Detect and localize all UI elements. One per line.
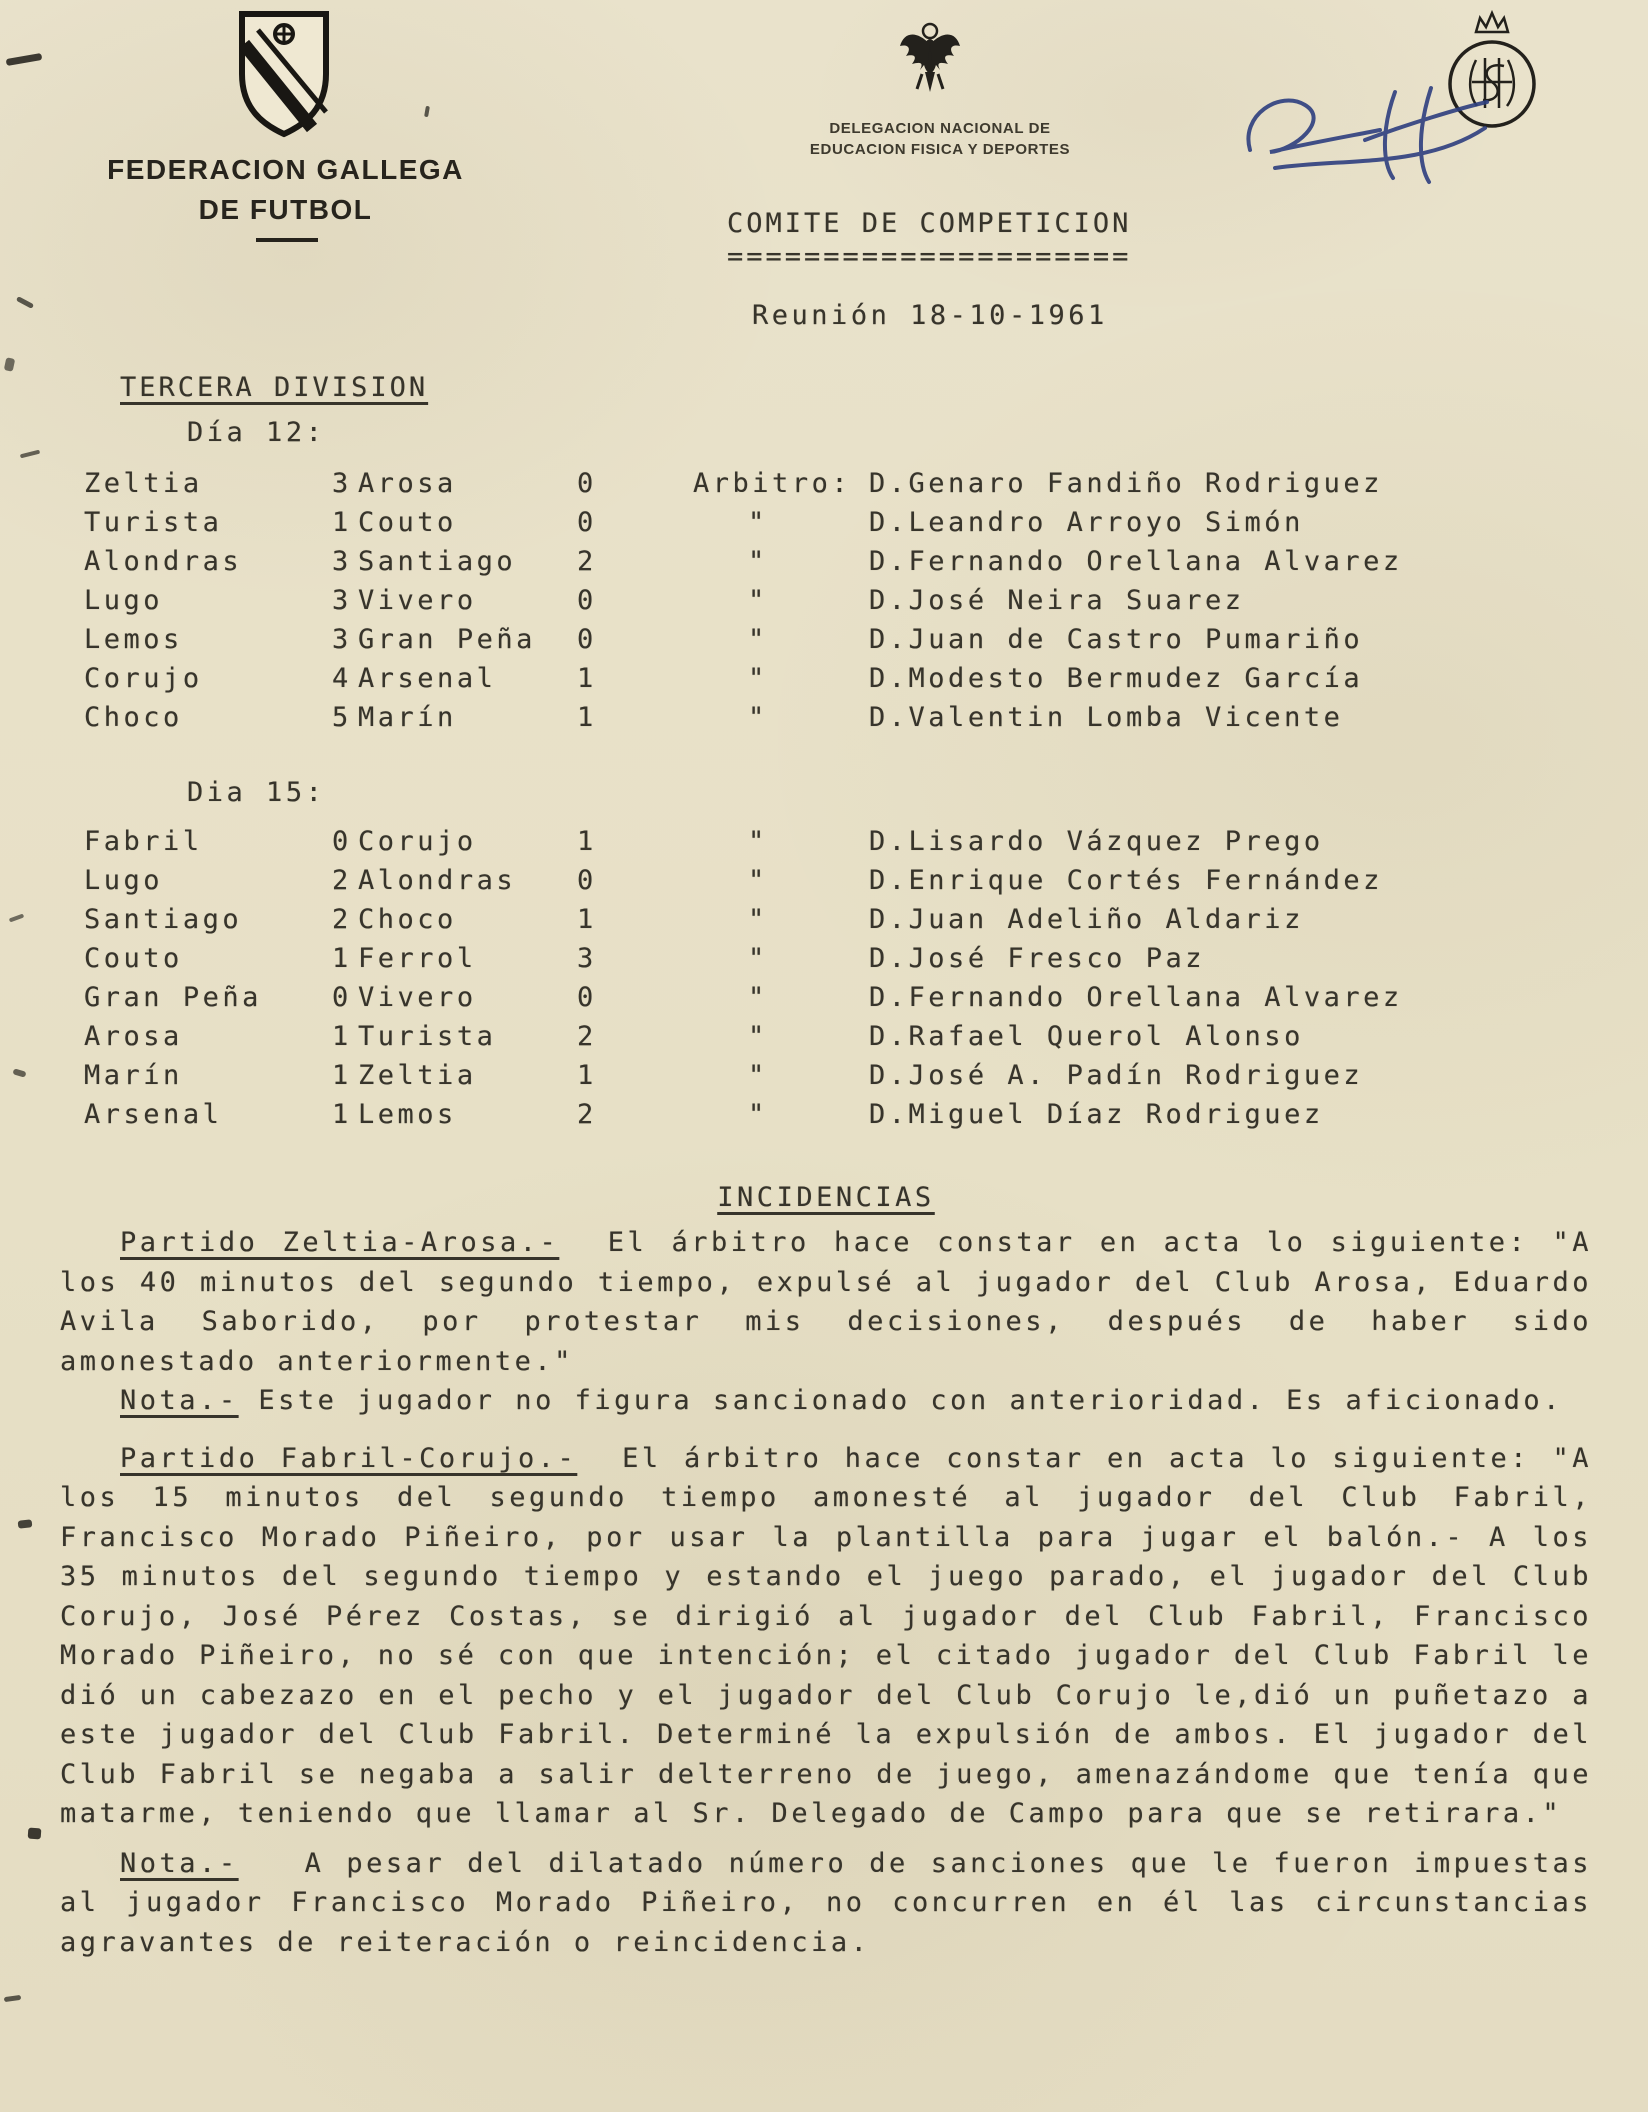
- match-row: [60, 826, 1592, 865]
- home-score: 1: [332, 1021, 352, 1052]
- day12-label: Día 12:: [187, 417, 326, 448]
- incident-lead: Nota.-: [120, 1847, 239, 1879]
- home-score: 1: [332, 943, 352, 974]
- delegation-text: [770, 118, 1110, 160]
- incident-paragraphs: [60, 1223, 1612, 1962]
- incident-lead: Partido Fabril-Corujo.-: [120, 1442, 578, 1474]
- home-score: 5: [332, 702, 352, 733]
- referee-name: D.Leandro Arroyo Simón: [869, 507, 1304, 538]
- home-team: Lugo: [84, 585, 164, 616]
- away-score: 2: [577, 1021, 597, 1052]
- home-team: Corujo: [84, 663, 203, 694]
- home-team: Lugo: [84, 865, 164, 896]
- delegation-line1: DELEGACION NACIONAL DE: [829, 120, 1051, 137]
- away-score: 0: [577, 468, 597, 499]
- scan-artifact: [424, 106, 430, 118]
- incident-paragraph: [60, 1381, 1592, 1421]
- away-team: Ferrol: [358, 943, 477, 974]
- away-score: 1: [577, 702, 597, 733]
- away-team: Vivero: [358, 585, 477, 616]
- home-score: 2: [332, 904, 352, 935]
- home-score: 0: [332, 982, 352, 1013]
- scan-artifact: [16, 296, 34, 309]
- ditto-mark: ": [748, 982, 768, 1013]
- day15-label: Dia 15:: [187, 777, 326, 808]
- home-team: Marín: [84, 1060, 183, 1091]
- ditto-mark: ": [748, 702, 768, 733]
- ditto-mark: ": [748, 943, 768, 974]
- federation-title-line2: DE FUTBOL: [198, 194, 373, 225]
- away-score: 0: [577, 507, 597, 538]
- away-team: Marín: [358, 702, 457, 733]
- match-row: [60, 624, 1592, 663]
- scan-artifact: [6, 53, 43, 66]
- away-team: Arsenal: [358, 663, 497, 694]
- incident-text: A pesar del dilatado número de sanciones que le fueron impuestas al jugador Francisco Morado Piñeiro, no concurren en él las circunstancias agravantes de reiteración o reincidencia.: [60, 1847, 1612, 1958]
- referee-name: D.Lisardo Vázquez Prego: [869, 826, 1324, 857]
- committee-header: [727, 208, 1187, 272]
- section-title-tercera-division: TERCERA DIVISION: [120, 372, 429, 403]
- referee-name: D.Valentin Lomba Vicente: [869, 702, 1344, 733]
- match-row: [60, 663, 1592, 702]
- handwritten-signature: [1235, 80, 1495, 205]
- match-row: [60, 468, 1592, 507]
- match-row: [60, 865, 1592, 904]
- meeting-date: Reunión 18-10-1961: [752, 300, 1108, 331]
- delegation-line2: EDUCACION FISICA Y DEPORTES: [809, 141, 1071, 158]
- away-score: 1: [577, 904, 597, 935]
- away-team: Alondras: [358, 865, 517, 896]
- away-team: Arosa: [358, 468, 457, 499]
- home-score: 4: [332, 663, 352, 694]
- match-row: [60, 943, 1592, 982]
- home-team: Choco: [84, 702, 183, 733]
- incident-text: El árbitro hace constar en acta lo siguiente: "A los 15 minutos del segundo tiempo amonesté al jugador del Club Fabril, Francisco Morado Piñeiro, por usar la plantilla para jugar el balón.- A los 35 minutos del segundo tiempo y estando el juego parado, el jugador del Club Corujo, José Pérez Costas, se dirigió al jugador del Club Fabril, Francisco Morado Piñeiro, no sé con que intención; el citado jugador del Club Fabril le dió un cabezazo en el pecho y el jugador del Club Corujo le,dió un puñetazo a este jugador del Club Fabril. Determiné la expulsión de ambos. El jugador del Club Fabril se negaba a salir delterreno de juego, amenazándome que tenía que matarme, teniendo que llamar al Sr. Delegado de Campo para que se retirara.": [60, 1442, 1612, 1829]
- away-team: Lemos: [358, 1099, 457, 1130]
- home-team: Fabril: [84, 826, 203, 857]
- home-score: 3: [332, 585, 352, 616]
- scan-artifact: [12, 1068, 26, 1077]
- ditto-mark: ": [748, 507, 768, 538]
- scan-artifact: [18, 1519, 33, 1528]
- incident-text: Este jugador no figura sancionado con anterioridad. Es aficionado.: [238, 1385, 1563, 1416]
- scan-artifact: [28, 1828, 42, 1840]
- match-row: [60, 1060, 1592, 1099]
- incident-paragraph: [60, 1844, 1612, 1963]
- scan-artifact: [4, 1995, 22, 2002]
- home-score: 3: [332, 546, 352, 577]
- away-score: 1: [577, 663, 597, 694]
- match-row: [60, 904, 1592, 943]
- ditto-mark: ": [748, 826, 768, 857]
- away-team: Vivero: [358, 982, 477, 1013]
- away-score: 3: [577, 943, 597, 974]
- referee-name: D.Genaro Fandiño Rodriguez: [869, 468, 1383, 499]
- away-team: Choco: [358, 904, 457, 935]
- committee-title: COMITE DE COMPETICION: [727, 208, 1132, 239]
- away-team: Gran Peña: [358, 624, 536, 655]
- referee-name: D.Fernando Orellana Alvarez: [869, 982, 1403, 1013]
- referee-column-label: Arbitro:: [693, 468, 852, 499]
- match-row: [60, 1099, 1592, 1138]
- referee-name: D.Rafael Querol Alonso: [869, 1021, 1304, 1052]
- away-team: Zeltia: [358, 1060, 477, 1091]
- home-score: 2: [332, 865, 352, 896]
- federation-title-underline: [256, 238, 318, 242]
- incident-paragraph: [60, 1439, 1612, 1834]
- home-team: Arsenal: [84, 1099, 223, 1130]
- incident-lead: Partido Zeltia-Arosa.-: [120, 1227, 560, 1258]
- match-row: [60, 702, 1592, 741]
- away-score: 2: [577, 546, 597, 577]
- home-team: Alondras: [84, 546, 243, 577]
- referee-name: D.Juan Adeliño Aldariz: [869, 904, 1304, 935]
- home-team: Santiago: [84, 904, 243, 935]
- scan-artifact: [20, 450, 40, 459]
- incident-lead: Nota.-: [120, 1385, 239, 1416]
- national-delegation-eagle-icon: [898, 18, 962, 103]
- away-team: Santiago: [358, 546, 517, 577]
- match-row: [60, 507, 1592, 546]
- scan-artifact: [9, 914, 24, 923]
- home-team: Arosa: [84, 1021, 183, 1052]
- home-score: 3: [332, 468, 352, 499]
- incident-text: El árbitro hace constar en acta lo siguiente: "A los 40 minutos del segundo tiempo, expulsé al jugador del Club Arosa, Eduardo Avila Saborido, por protestar mis decisiones, después de haber sido amonestado anteriormente.": [60, 1227, 1612, 1377]
- home-score: 3: [332, 624, 352, 655]
- match-row: [60, 1021, 1592, 1060]
- home-score: 1: [332, 1099, 352, 1130]
- match-row: [60, 585, 1592, 624]
- federation-title: [88, 150, 483, 230]
- away-team: Corujo: [358, 826, 477, 857]
- incidents-section: [60, 1182, 1592, 1213]
- ditto-mark: ": [748, 1021, 768, 1052]
- ditto-mark: ": [748, 1099, 768, 1130]
- referee-name: D.Enrique Cortés Fernández: [869, 865, 1383, 896]
- ditto-mark: ": [748, 546, 768, 577]
- ditto-mark: ": [748, 585, 768, 616]
- ditto-mark: ": [748, 904, 768, 935]
- away-score: 0: [577, 982, 597, 1013]
- away-score: 2: [577, 1099, 597, 1130]
- incident-paragraph: [60, 1223, 1612, 1381]
- home-score: 0: [332, 826, 352, 857]
- away-score: 1: [577, 1060, 597, 1091]
- match-row: [60, 546, 1592, 585]
- referee-name: D.Fernando Orellana Alvarez: [869, 546, 1403, 577]
- away-score: 0: [577, 624, 597, 655]
- away-team: Turista: [358, 1021, 497, 1052]
- scan-artifact: [4, 357, 16, 372]
- ditto-mark: ": [748, 624, 768, 655]
- ditto-mark: ": [748, 865, 768, 896]
- away-score: 0: [577, 865, 597, 896]
- ditto-mark: ": [748, 663, 768, 694]
- federation-crest-icon: [232, 8, 336, 145]
- home-team: Couto: [84, 943, 183, 974]
- home-team: Turista: [84, 507, 223, 538]
- referee-name: D.José Fresco Paz: [869, 943, 1206, 974]
- away-score: 1: [577, 826, 597, 857]
- referee-name: D.José Neira Suarez: [869, 585, 1245, 616]
- day15-results-table: [60, 826, 1592, 1138]
- home-team: Gran Peña: [84, 982, 262, 1013]
- ditto-mark: ": [748, 1060, 768, 1091]
- referee-name: D.José A. Padín Rodriguez: [869, 1060, 1364, 1091]
- home-score: 1: [332, 1060, 352, 1091]
- away-score: 0: [577, 585, 597, 616]
- federation-title-line1: FEDERACION GALLEGA: [107, 154, 464, 185]
- home-team: Zeltia: [84, 468, 203, 499]
- document-body: [60, 372, 1612, 1962]
- referee-name: D.Modesto Bermudez García: [869, 663, 1364, 694]
- away-team: Couto: [358, 507, 457, 538]
- home-score: 1: [332, 507, 352, 538]
- referee-name: D.Juan de Castro Pumariño: [869, 624, 1364, 655]
- home-team: Lemos: [84, 624, 183, 655]
- committee-title-underline: =====================: [727, 241, 1132, 272]
- day12-results-table: [60, 468, 1592, 741]
- match-row: [60, 982, 1592, 1021]
- incidents-title: INCIDENCIAS: [717, 1182, 935, 1213]
- referee-name: D.Miguel Díaz Rodriguez: [869, 1099, 1324, 1130]
